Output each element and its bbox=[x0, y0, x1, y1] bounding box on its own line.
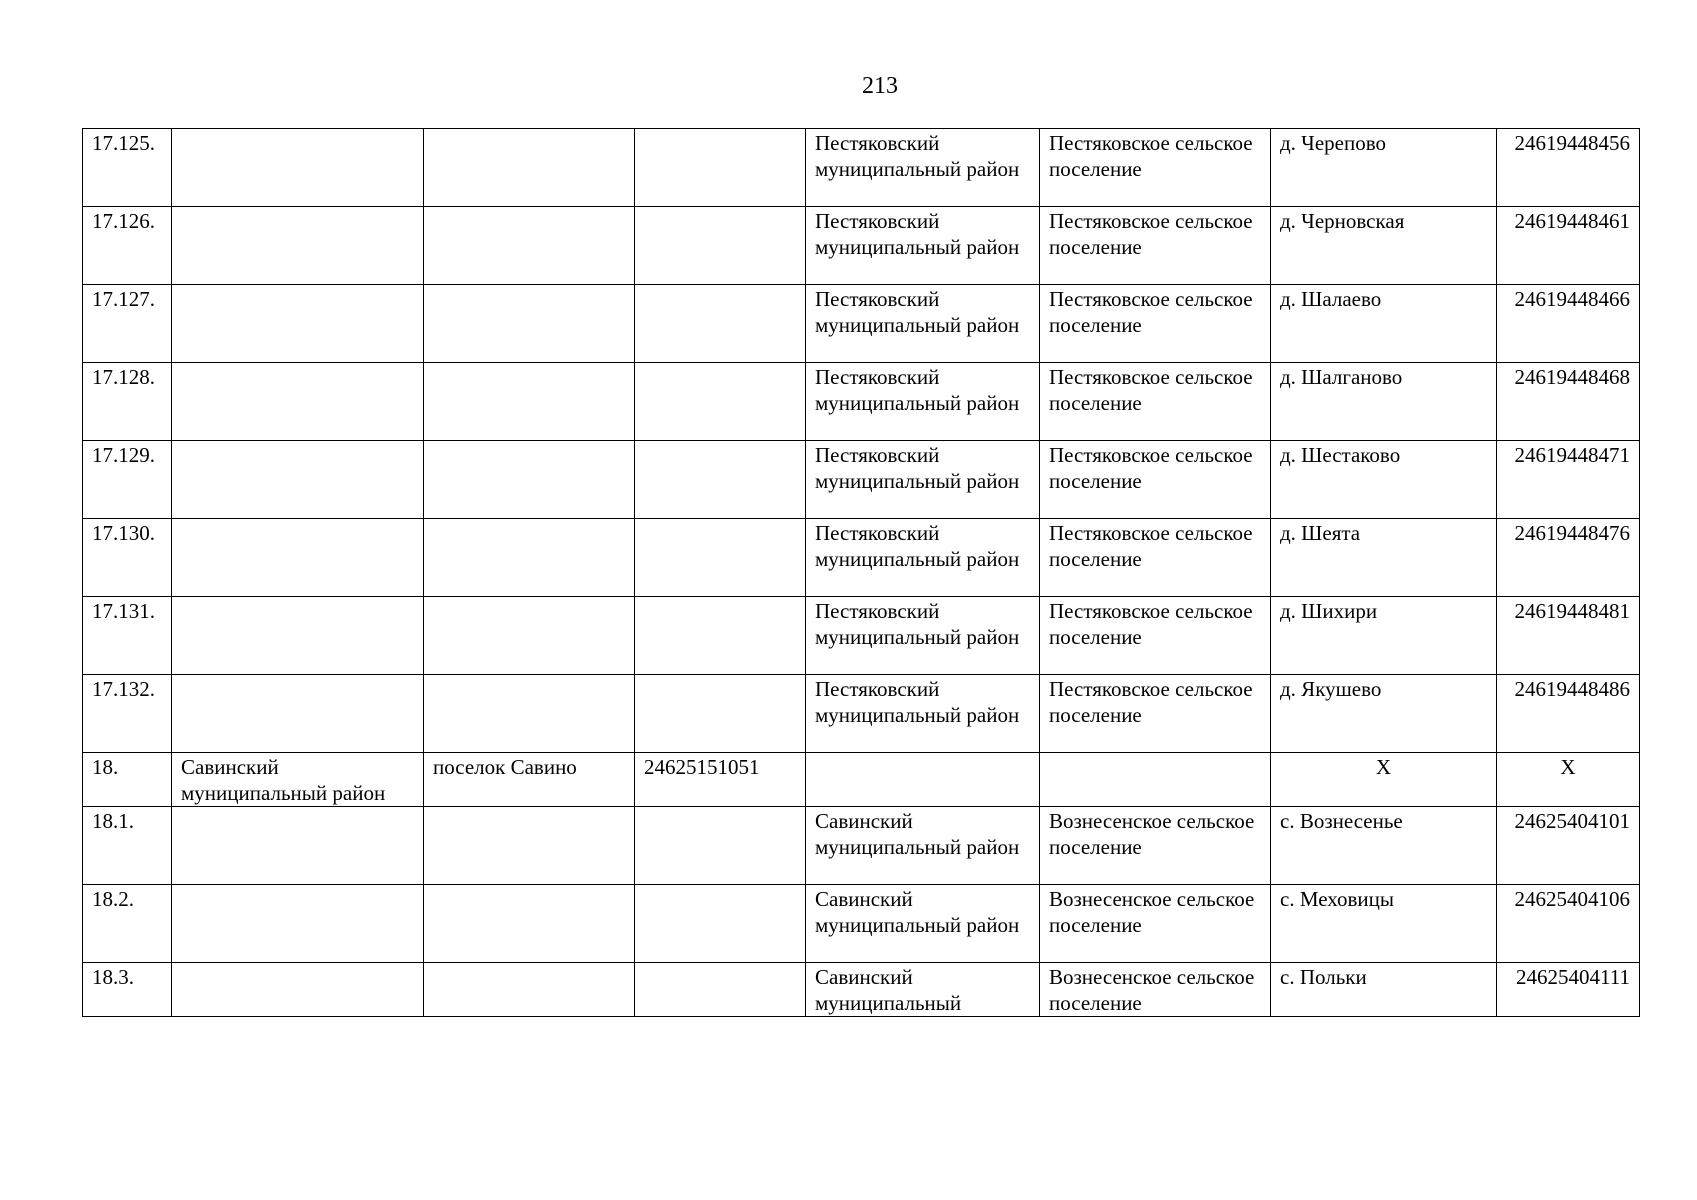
row-number: 18.1. bbox=[83, 807, 172, 885]
table-row bbox=[83, 129, 1640, 207]
row-number: 17.126. bbox=[83, 207, 172, 285]
row-number: 18.2. bbox=[83, 885, 172, 963]
settlement-cell: Пестяковское сельское поселение bbox=[1040, 441, 1271, 519]
municipality-cell: Пестяковский муниципальный район bbox=[806, 285, 1040, 363]
municipality-cell: Пестяковский муниципальный район bbox=[806, 675, 1040, 753]
settlement-cell: Пестяковское сельское поселение bbox=[1040, 519, 1271, 597]
registry-table bbox=[82, 128, 1640, 1017]
municipality-cell: Пестяковский муниципальный район bbox=[806, 519, 1040, 597]
row-number: 17.127. bbox=[83, 285, 172, 363]
oktmo-code-cell: 24619448461 bbox=[1497, 207, 1640, 285]
center-cell bbox=[424, 363, 635, 441]
oktmo-code-cell: 24619448456 bbox=[1497, 129, 1640, 207]
center-code-cell bbox=[635, 207, 806, 285]
municipality-cell: Савинский муниципальный bbox=[806, 963, 1040, 1017]
center-code-cell bbox=[635, 675, 806, 753]
district-cell bbox=[172, 363, 424, 441]
municipality-cell bbox=[806, 753, 1040, 807]
oktmo-code-cell: 24619448486 bbox=[1497, 675, 1640, 753]
settlement-cell: Пестяковское сельское поселение bbox=[1040, 597, 1271, 675]
locality-cell: д. Шеята bbox=[1271, 519, 1497, 597]
settlement-cell: Пестяковское сельское поселение bbox=[1040, 675, 1271, 753]
center-code-cell bbox=[635, 363, 806, 441]
table-row bbox=[83, 675, 1640, 753]
table-row-district bbox=[83, 753, 1640, 807]
locality-cell: с. Меховицы bbox=[1271, 885, 1497, 963]
municipality-cell: Савинский муниципальный район bbox=[806, 807, 1040, 885]
table-row bbox=[83, 207, 1640, 285]
row-number: 17.128. bbox=[83, 363, 172, 441]
settlement-cell: Пестяковское сельское поселение bbox=[1040, 207, 1271, 285]
center-cell bbox=[424, 285, 635, 363]
district-cell bbox=[172, 519, 424, 597]
oktmo-code-cell: 24619448476 bbox=[1497, 519, 1640, 597]
table-row bbox=[83, 441, 1640, 519]
table-row bbox=[83, 597, 1640, 675]
table-row bbox=[83, 885, 1640, 963]
table-row bbox=[83, 285, 1640, 363]
district-cell bbox=[172, 807, 424, 885]
locality-cell: д. Шихири bbox=[1271, 597, 1497, 675]
row-number: 17.125. bbox=[83, 129, 172, 207]
row-number: 17.132. bbox=[83, 675, 172, 753]
center-cell bbox=[424, 129, 635, 207]
center-cell: поселок Савино bbox=[424, 753, 635, 807]
center-cell bbox=[424, 441, 635, 519]
center-cell bbox=[424, 207, 635, 285]
oktmo-code-cell: 24619448481 bbox=[1497, 597, 1640, 675]
locality-cell: д. Шалаево bbox=[1271, 285, 1497, 363]
locality-cell: д. Шалганово bbox=[1271, 363, 1497, 441]
district-cell bbox=[172, 597, 424, 675]
settlement-cell: Пестяковское сельское поселение bbox=[1040, 363, 1271, 441]
center-code-cell bbox=[635, 129, 806, 207]
district-cell bbox=[172, 885, 424, 963]
oktmo-code-cell: 24625404101 bbox=[1497, 807, 1640, 885]
municipality-cell: Пестяковский муниципальный район bbox=[806, 441, 1040, 519]
oktmo-code-cell: 24619448468 bbox=[1497, 363, 1640, 441]
center-code-cell bbox=[635, 885, 806, 963]
center-cell bbox=[424, 675, 635, 753]
settlement-cell: Пестяковское сельское поселение bbox=[1040, 129, 1271, 207]
district-cell bbox=[172, 675, 424, 753]
center-code-cell bbox=[635, 519, 806, 597]
municipality-cell: Пестяковский муниципальный район bbox=[806, 129, 1040, 207]
center-code-cell bbox=[635, 963, 806, 1017]
municipality-cell: Савинский муниципальный район bbox=[806, 885, 1040, 963]
center-code-cell bbox=[635, 441, 806, 519]
center-cell bbox=[424, 597, 635, 675]
municipality-cell: Пестяковский муниципальный район bbox=[806, 363, 1040, 441]
oktmo-code-cell: X bbox=[1497, 753, 1640, 807]
center-cell bbox=[424, 807, 635, 885]
locality-cell: д. Шестаково bbox=[1271, 441, 1497, 519]
district-cell bbox=[172, 441, 424, 519]
district-cell bbox=[172, 207, 424, 285]
row-number: 17.131. bbox=[83, 597, 172, 675]
settlement-cell: Вознесенское сельское поселение bbox=[1040, 807, 1271, 885]
settlement-cell: Вознесенское сельское поселение bbox=[1040, 963, 1271, 1017]
district-cell bbox=[172, 963, 424, 1017]
settlement-cell: Вознесенское сельское поселение bbox=[1040, 885, 1271, 963]
oktmo-code-cell: 24619448466 bbox=[1497, 285, 1640, 363]
center-cell bbox=[424, 885, 635, 963]
settlement-cell bbox=[1040, 753, 1271, 807]
oktmo-code-cell: 24625404111 bbox=[1497, 963, 1640, 1017]
locality-cell: с. Вознесенье bbox=[1271, 807, 1497, 885]
locality-cell: д. Черновская bbox=[1271, 207, 1497, 285]
center-code-cell bbox=[635, 285, 806, 363]
table-row bbox=[83, 519, 1640, 597]
municipality-cell: Пестяковский муниципальный район bbox=[806, 207, 1040, 285]
center-cell bbox=[424, 519, 635, 597]
district-cell bbox=[172, 285, 424, 363]
municipality-cell: Пестяковский муниципальный район bbox=[806, 597, 1040, 675]
district-cell bbox=[172, 129, 424, 207]
center-code-cell bbox=[635, 597, 806, 675]
page-number: 213 bbox=[862, 73, 898, 99]
locality-cell: д. Черепово bbox=[1271, 129, 1497, 207]
oktmo-code-cell: 24625404106 bbox=[1497, 885, 1640, 963]
row-number: 18. bbox=[83, 753, 172, 807]
oktmo-code-cell: 24619448471 bbox=[1497, 441, 1640, 519]
row-number: 18.3. bbox=[83, 963, 172, 1017]
center-code-cell: 24625151051 bbox=[635, 753, 806, 807]
table-row bbox=[83, 963, 1640, 1017]
center-cell bbox=[424, 963, 635, 1017]
center-code-cell bbox=[635, 807, 806, 885]
row-number: 17.129. bbox=[83, 441, 172, 519]
locality-cell: д. Якушево bbox=[1271, 675, 1497, 753]
table-row bbox=[83, 807, 1640, 885]
district-cell: Савинский муниципальный район bbox=[172, 753, 424, 807]
locality-cell: X bbox=[1271, 753, 1497, 807]
row-number: 17.130. bbox=[83, 519, 172, 597]
table-row bbox=[83, 363, 1640, 441]
locality-cell: с. Польки bbox=[1271, 963, 1497, 1017]
settlement-cell: Пестяковское сельское поселение bbox=[1040, 285, 1271, 363]
